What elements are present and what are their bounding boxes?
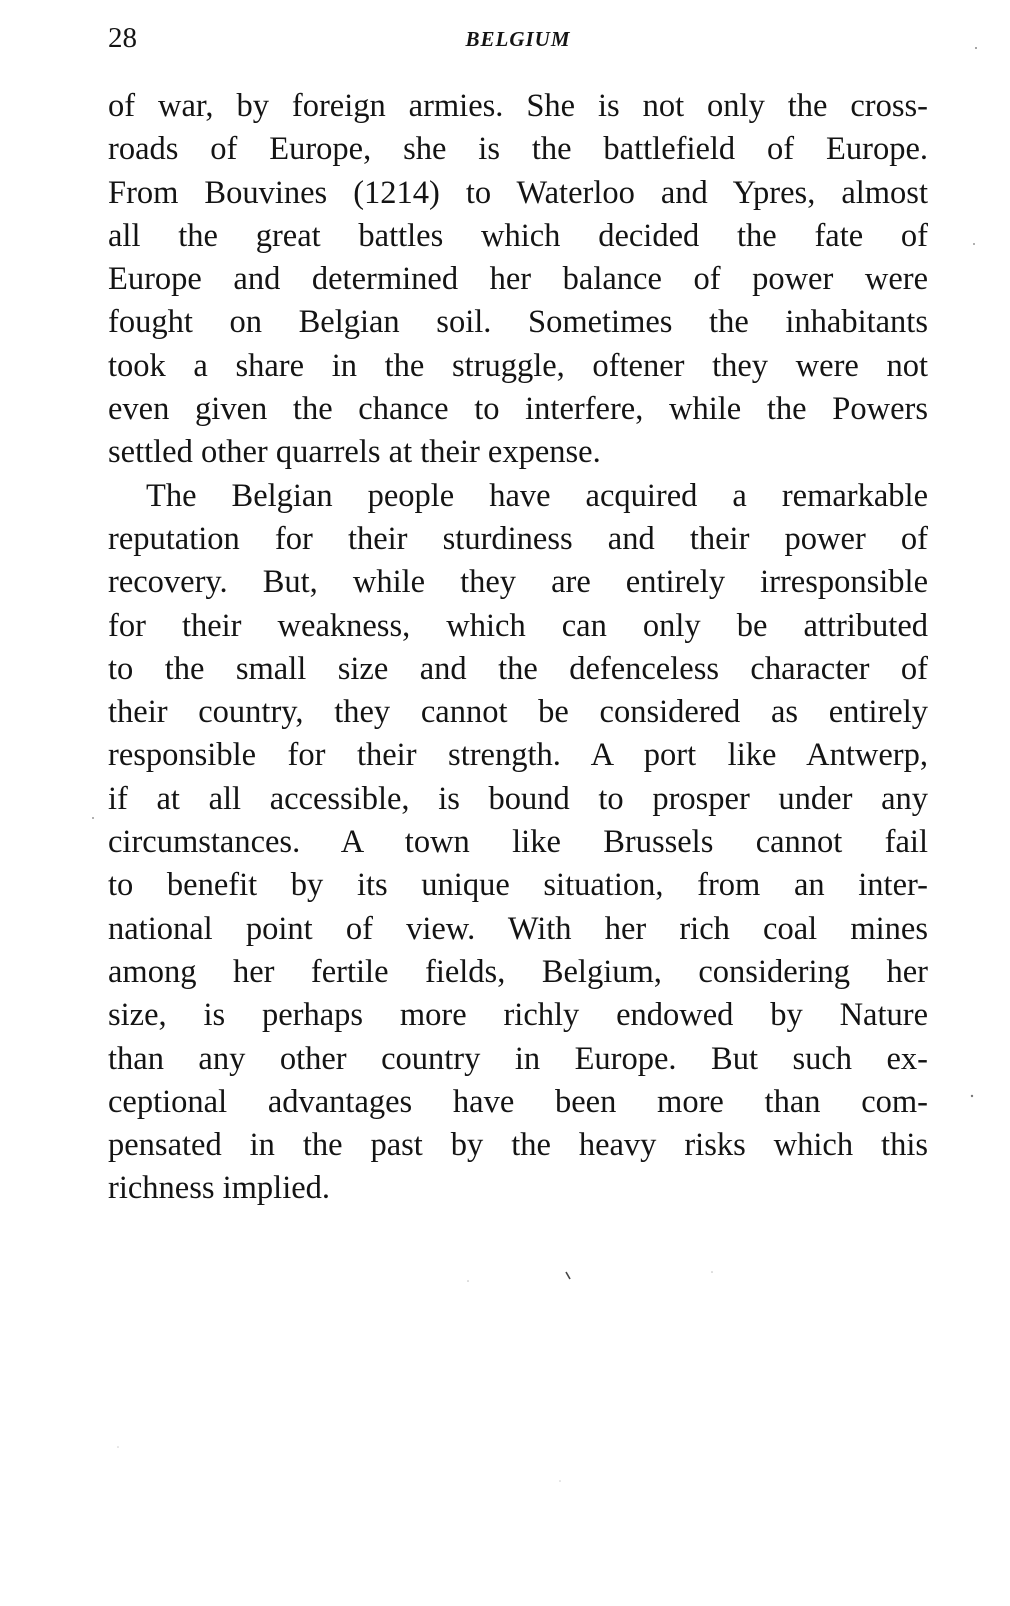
text-line: of war, by foreign armies. She is not only the cross-: [108, 88, 928, 124]
text-line: The Belgian people have acquired a remarkable: [146, 477, 928, 514]
text-line: From Bouvines (1214) to Waterloo and Ypres, almost: [108, 174, 928, 211]
text-line: ceptional advantages have been more than com-: [108, 1083, 928, 1120]
speck: [973, 243, 975, 245]
body-text: [108, 85, 928, 1211]
text-line: circumstances. A town like Brussels cannot fail: [108, 824, 928, 861]
text-line: national point of view. With her rich coal mines: [108, 910, 928, 947]
speck: [559, 1480, 561, 1482]
speck: [117, 1446, 119, 1448]
running-head: [108, 20, 928, 60]
paragraph-2: [108, 475, 928, 1211]
text-line: took a share in the struggle, oftener they were not: [108, 347, 928, 384]
speck: [566, 1272, 570, 1279]
speck: [975, 47, 977, 49]
text-line: fought on Belgian soil. Sometimes the inhabitants: [108, 304, 928, 341]
speck: [467, 1280, 469, 1282]
text-line: for their weakness, which can only be attributed: [108, 607, 928, 644]
running-title: BELGIUM: [465, 27, 571, 51]
text-line: pensated in the past by the heavy risks which this: [108, 1127, 928, 1164]
speck: [971, 1095, 973, 1097]
text-line: roads of Europe, she is the battlefield of Europe.: [108, 131, 928, 168]
text-line: all the great battles which decided the fate of: [108, 217, 928, 254]
paragraph-1: [108, 85, 928, 475]
text-line: if at all accessible, is bound to prosper under any: [108, 780, 928, 817]
text-line: reputation for their sturdiness and their power of: [108, 520, 928, 557]
page-number: 28: [108, 22, 137, 54]
text-line: to benefit by its unique situation, from an inter-: [108, 867, 928, 904]
text-line: richness implied.: [108, 1170, 331, 1207]
speck: [711, 1271, 713, 1273]
text-line: size, is perhaps more richly endowed by Nature: [108, 997, 928, 1034]
text-line: their country, they cannot be considered as entirely: [108, 694, 928, 731]
text-line: than any other country in Europe. But such ex-: [108, 1040, 928, 1077]
text-line: Europe and determined her balance of power were: [108, 261, 928, 298]
text-line: responsible for their strength. A port like Antwerp,: [108, 737, 928, 774]
text-line: recovery. But, while they are entirely irresponsible: [108, 564, 928, 601]
speck: [92, 817, 94, 819]
text-line: settled other quarrels at their expense.: [108, 434, 601, 471]
text-line: to the small size and the defenceless character of: [108, 650, 928, 687]
text-line: even given the chance to interfere, while the Powers: [108, 391, 928, 428]
text-line: among her fertile fields, Belgium, considering her: [108, 953, 928, 990]
